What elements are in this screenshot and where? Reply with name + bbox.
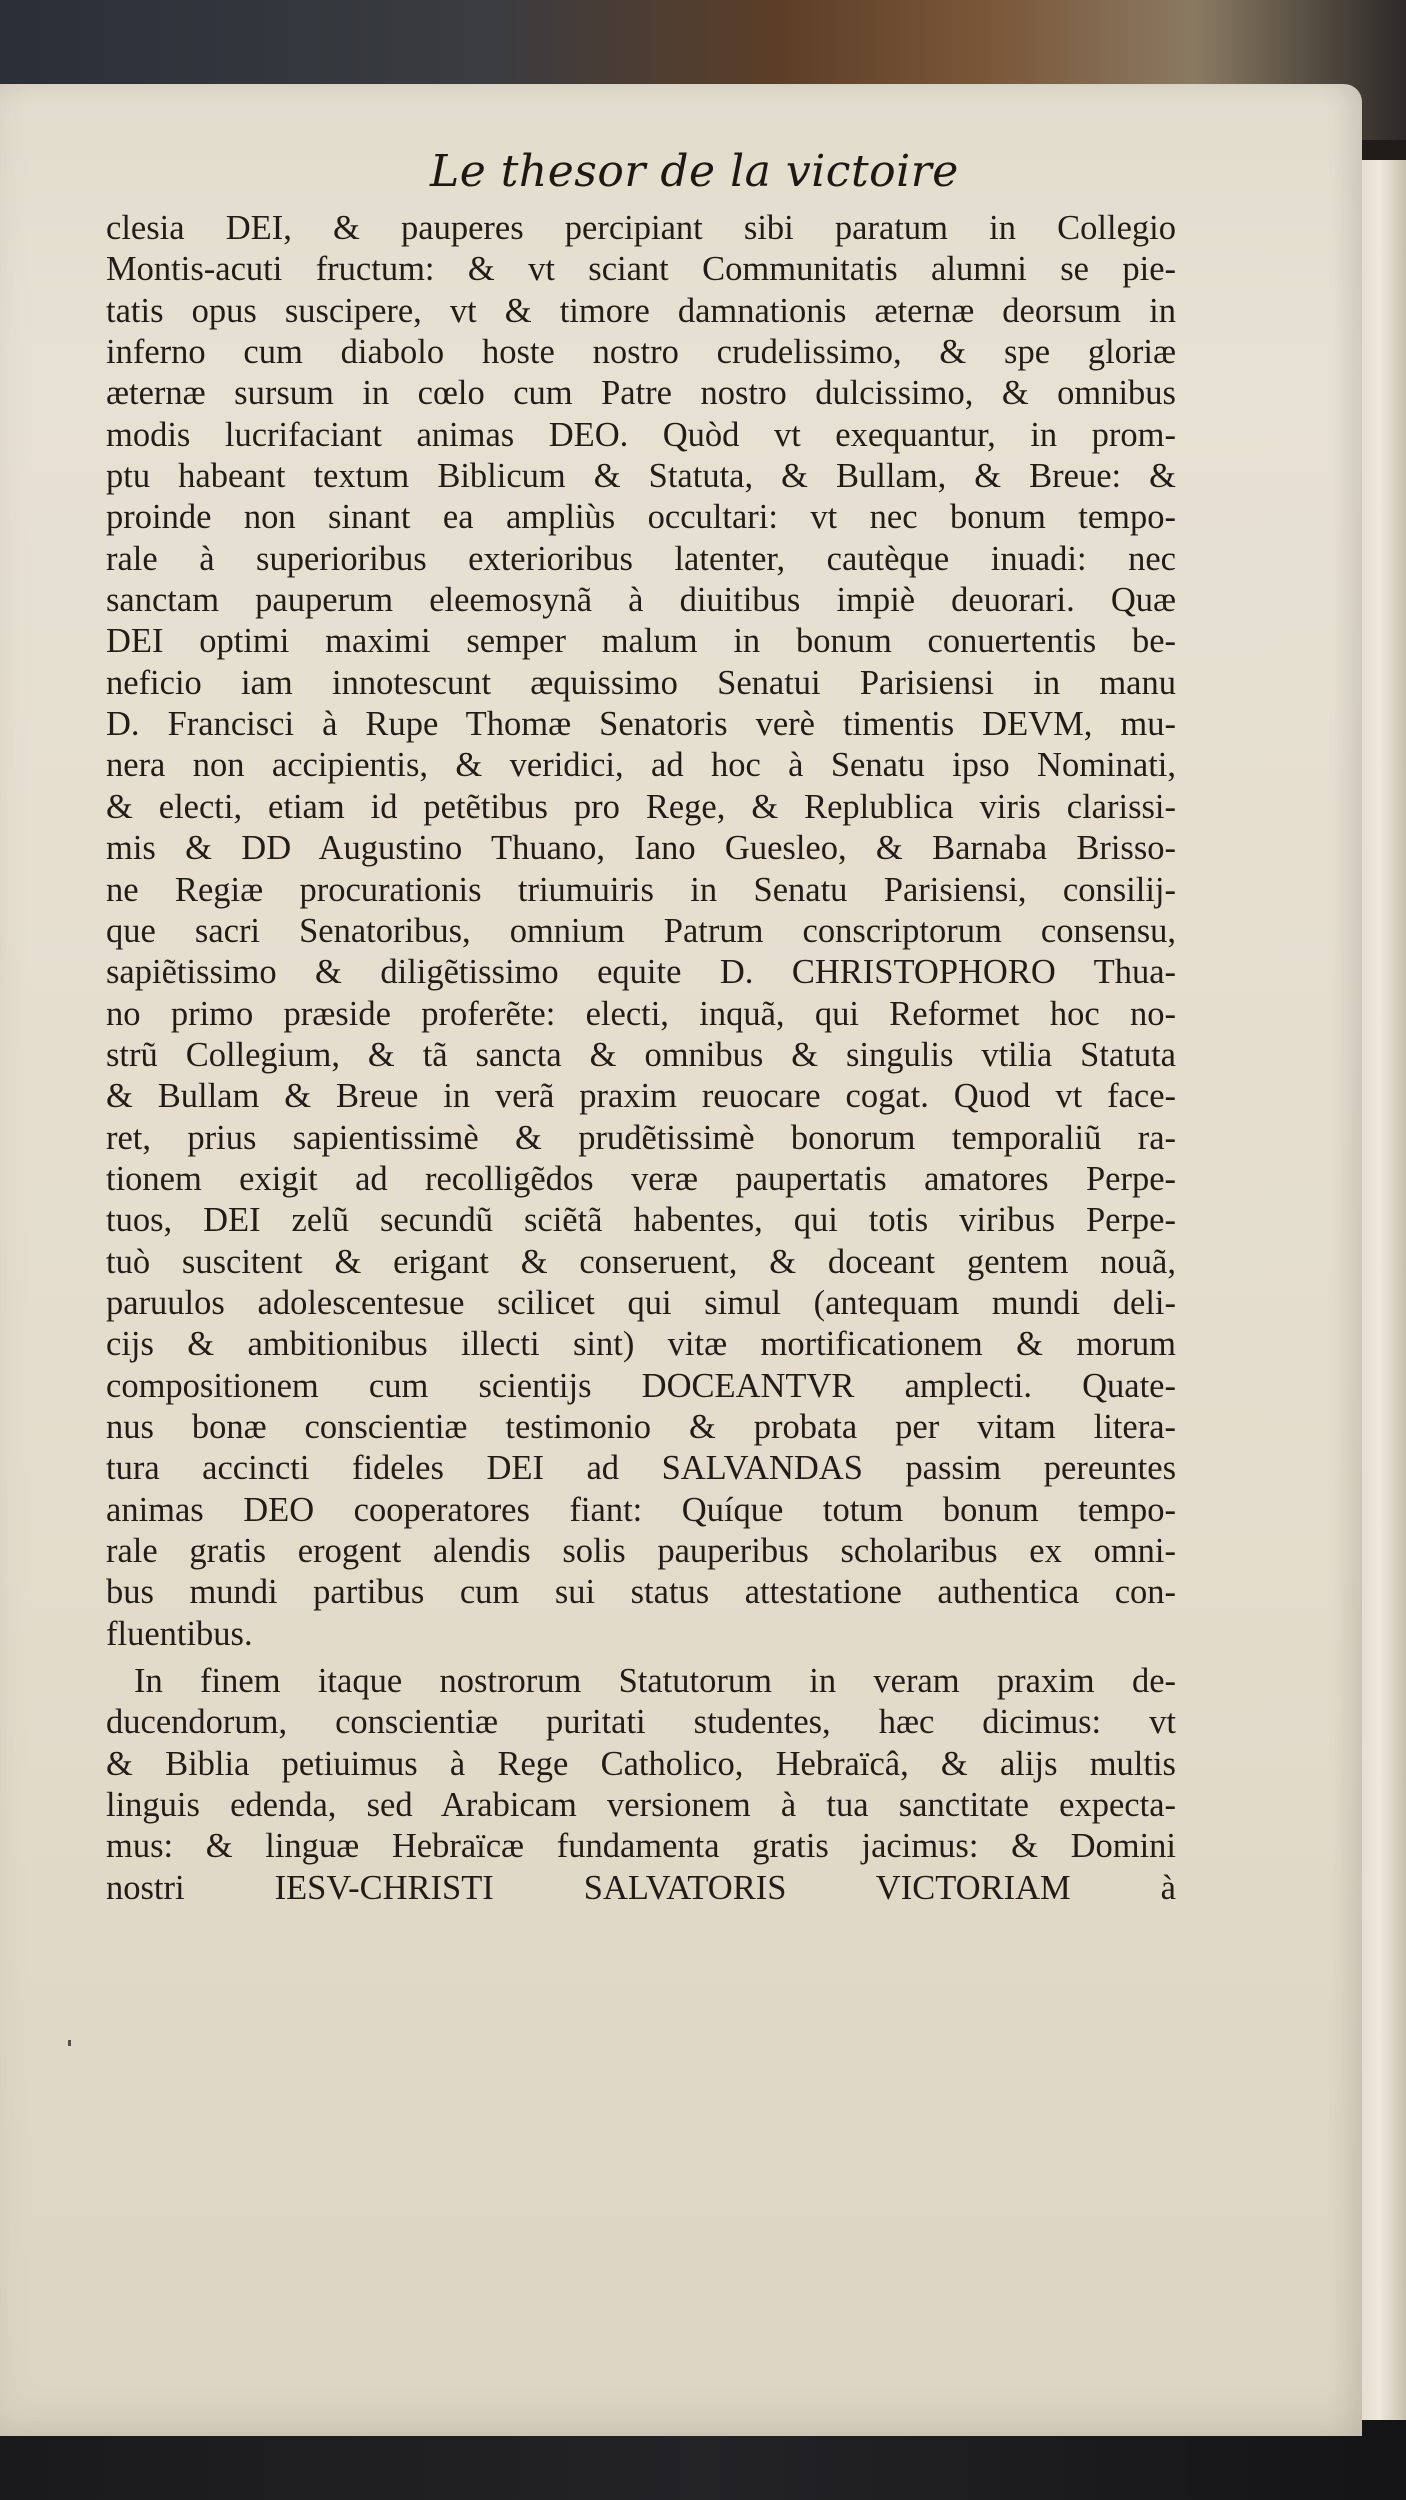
text-line: tatis opus suscipere, vt & timore damnationis æternæ deorsum in <box>106 291 1176 330</box>
running-head: Le thesor de la victoire <box>430 146 959 197</box>
text-line: rale gratis erogent alendis solis pauperibus scholaribus ex omni- <box>106 1532 1176 1570</box>
text-line: ne Regiæ procurationis triumuiris in Senatu Parisiensi, consilij- <box>106 870 1176 909</box>
text-line: proinde non sinant ea ampliùs occultari: vt nec bonum tempo- <box>106 498 1176 537</box>
text-line: æternæ sursum in cœlo cum Patre nostro dulcissimo, & omnibus <box>106 374 1176 413</box>
text-line: DEI optimi maximi semper malum in bonum conuertentis be- <box>106 622 1176 661</box>
text-line: & Bullam & Breue in verã praxim reuocare cogat. Quod vt face- <box>106 1077 1176 1116</box>
text-line: mis & DD Augustino Thuano, Iano Guesleo, & Barnaba Brisso- <box>106 829 1176 868</box>
text-line: strũ Collegium, & tã sancta & omnibus & singulis vtilia Statuta <box>106 1035 1176 1074</box>
text-line: bus mundi partibus cum sui status attestatione authentica con- <box>106 1573 1176 1612</box>
text-line: fluentibus. <box>106 1614 253 1653</box>
text-line: compositionem cum scientijs DOCEANTVR amplecti. Quate- <box>106 1366 1176 1405</box>
text-line: clesia DEI, & pauperes percipiant sibi paratum in Collegio <box>106 209 1176 247</box>
text-line: que sacri Senatoribus, omnium Patrum conscriptorum consensu, <box>106 911 1176 950</box>
text-line: Montis-acuti fructum: & vt sciant Communitatis alumni se pie- <box>106 250 1176 289</box>
text-line: nus bonæ conscientiæ testimonio & probata per vitam litera- <box>106 1407 1176 1446</box>
text-line: mus: & linguæ Hebraïcæ fundamenta gratis jacimus: & Domini <box>106 1827 1176 1866</box>
text-line: tuò suscitent & erigant & conseruent, & doceant gentem nouã, <box>106 1242 1176 1281</box>
text-line: In finem itaque nostrorum Statutorum in veram praxim de- <box>134 1662 1176 1701</box>
text-line: linguis edenda, sed Arabicam versionem à tua sanctitate expecta- <box>106 1786 1176 1825</box>
page-speck <box>68 2040 71 2046</box>
text-line: no primo præside proferẽte: electi, inquã, qui Reformet hoc no- <box>106 994 1176 1033</box>
body-text <box>106 208 1176 1909</box>
text-line: neficio iam innotescunt æquissimo Senatui Parisiensi in manu <box>106 663 1176 702</box>
text-line: sanctam pauperum eleemosynã à diuitibus impiè deuorari. Quæ <box>106 581 1176 620</box>
text-line: cijs & ambitionibus illecti sint) vitæ mortificationem & morum <box>106 1325 1176 1364</box>
text-line: sapiẽtissimo & diligẽtissimo equite D. CHRISTOPHORO Thua- <box>106 953 1176 992</box>
text-line: ducendorum, conscientiæ puritati studentes, hæc dicimus: vt <box>106 1703 1176 1742</box>
text-line: ret, prius sapientissimè & prudẽtissimè bonorum temporaliũ ra- <box>106 1118 1176 1157</box>
text-line: tura accincti fideles DEI ad SALVANDAS passim pereuntes <box>106 1449 1176 1488</box>
text-line: ptu habeant textum Biblicum & Statuta, & Bullam, & Breue: & <box>106 457 1176 496</box>
text-line: nostri IESV-CHRISTI SALVATORIS VICTORIAM à <box>106 1868 1176 1907</box>
text-line: tuos, DEI zelũ secundũ sciẽtã habentes, qui totis viribus Perpe- <box>106 1201 1176 1240</box>
text-line: animas DEO cooperatores fiant: Quíque totum bonum tempo- <box>106 1490 1176 1529</box>
text-line: & electi, etiam id petẽtibus pro Rege, & Replublica viris clarissi- <box>106 787 1176 826</box>
text-line: modis lucrifaciant animas DEO. Quòd vt exequantur, in prom- <box>106 415 1176 454</box>
text-line: & Biblia petiuimus à Rege Catholico, Hebraïcâ, & alijs multis <box>106 1744 1176 1783</box>
text-line: paruulos adolescentesue scilicet qui simul (antequam mundi deli- <box>106 1283 1176 1322</box>
text-line: rale à superioribus exterioribus latenter, cautèque inuadi: nec <box>106 539 1176 578</box>
text-line: tionem exigit ad recolligẽdos veræ paupertatis amatores Perpe- <box>106 1159 1176 1198</box>
text-line: nera non accipientis, & veridici, ad hoc à Senatu ipso Nominati, <box>106 746 1176 785</box>
text-line: D. Francisci à Rupe Thomæ Senatoris verè timentis DEVM, mu- <box>106 705 1176 744</box>
text-line: inferno cum diabolo hoste nostro crudelissimo, & spe gloriæ <box>106 333 1176 372</box>
